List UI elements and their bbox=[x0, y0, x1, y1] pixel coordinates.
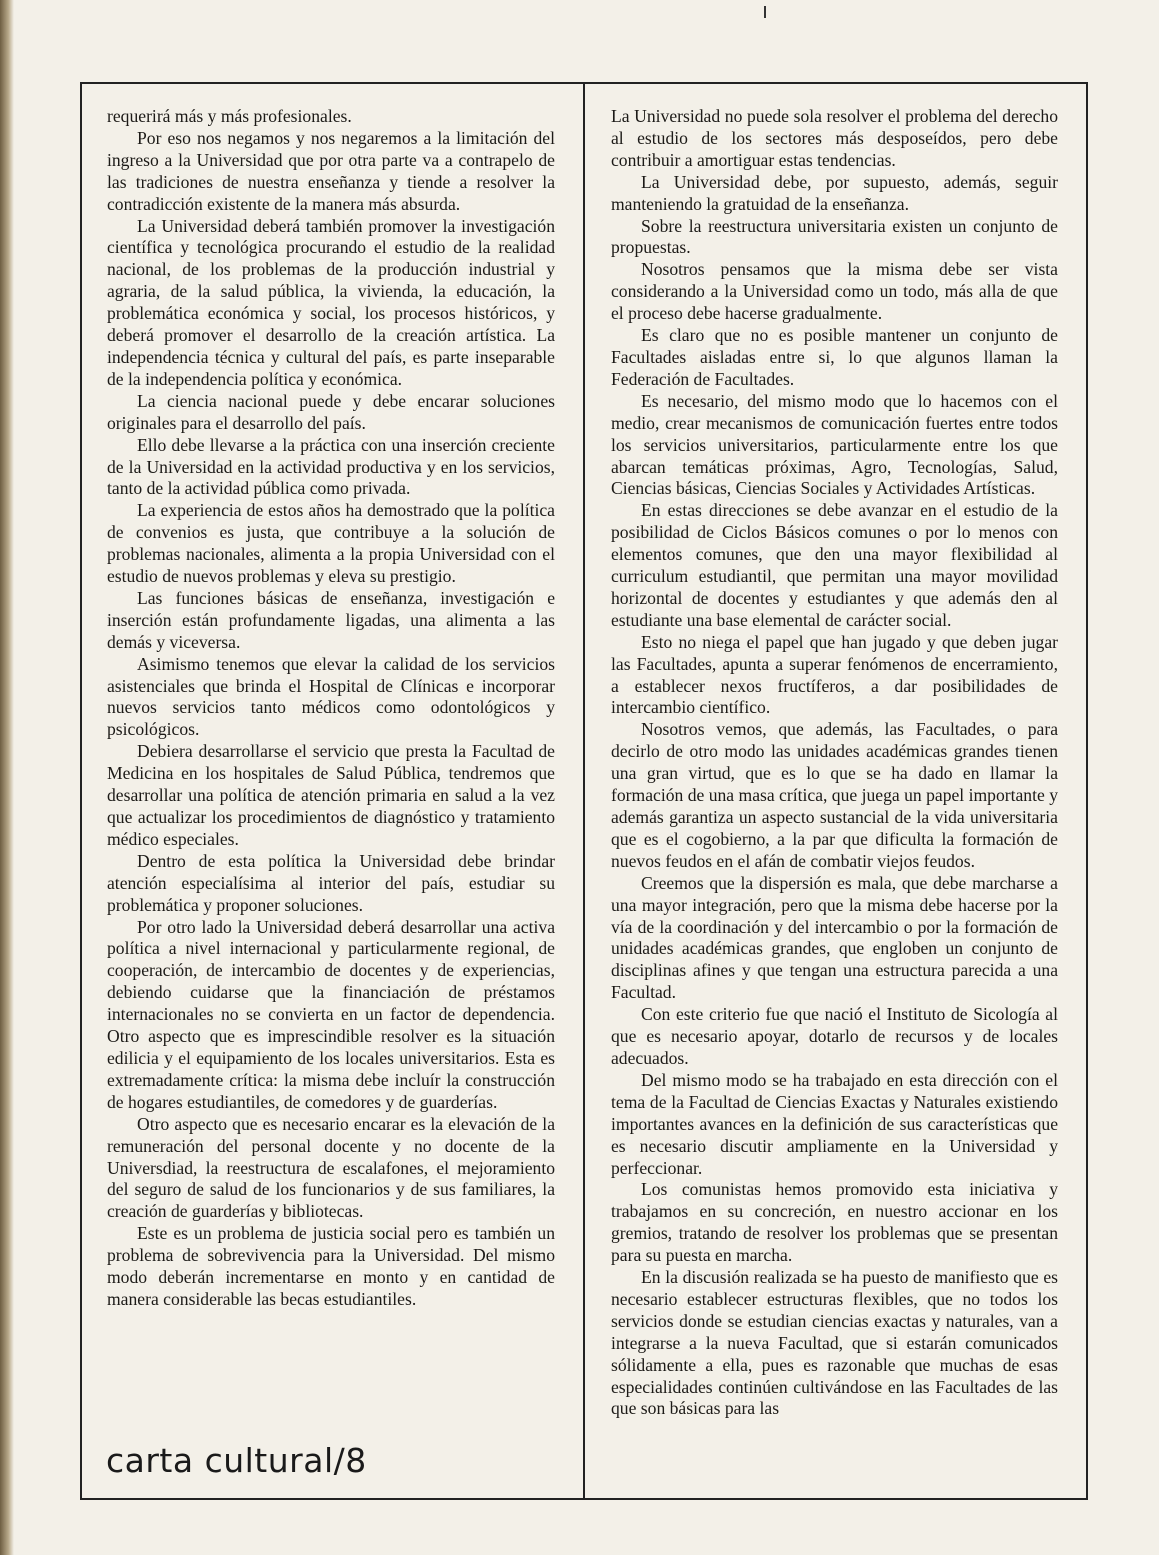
paragraph: Otro aspecto que es necesario encarar es la elevación de la remuneración del personal docente y no docente de la Universdiad, la reestructura de escalafones, el mejoramiento del seguro de salud de los funcionarios y de sus familiares, la creación de guarderías y bibliotecas. bbox=[107, 1113, 555, 1222]
paragraph: La ciencia nacional puede y debe encarar soluciones originales para el desarrollo del país. bbox=[107, 390, 555, 433]
paragraph: Ello debe llevarse a la práctica con una inserción creciente de la Universidad en la actividad productiva y en los servicios, tanto de la actividad pública como privada. bbox=[107, 434, 555, 499]
paragraph: Las funciones básicas de enseñanza, investigación e inserción están profundamente ligadas, una alimenta a las demás y viceversa. bbox=[107, 587, 555, 652]
left-column bbox=[107, 106, 555, 1311]
paragraph: Esto no niega el papel que han jugado y que deben jugar las Facultades, apunta a superar fenómenos de encerramiento, a establecer nexos fructíferos, a dar posibilidades de intercambio científico. bbox=[611, 631, 1058, 718]
paragraph: En la discusión realizada se ha puesto de manifiesto que es necesario establecer estructuras flexibles, que no todos los servicios donde se estudian ciencias exactas y naturales, van a integrarse a la nueva Facultad, que si estarán comunicados sólidamente a ella, pues es razonable que muchas de esas especialidades continúen cultivándose en las Facultades de las que son básicas para las bbox=[611, 1267, 1058, 1419]
paragraph: Del mismo modo se ha trabajado en esta dirección con el tema de la Facultad de Ciencias Exactas y Naturales existiendo importantes avances en la definición de sus características que es necesario discutir ampliamente en la Universidad y perfeccionar. bbox=[611, 1069, 1058, 1178]
paragraph: En estas direcciones se debe avanzar en el estudio de la posibilidad de Ciclos Básicos comunes o por lo menos con elementos comunes, que den una mayor flexibilidad al curriculum estudiantil, que permitan una mayor movilidad horizontal de docentes y estudiantes y que además den al estudiante una base elemental de carácter social. bbox=[611, 500, 1058, 630]
paragraph: Debiera desarrollarse el servicio que presta la Facultad de Medicina en los hospitales de Salud Pública, tendremos que desarrollar una política de atención primaria en salud a la vez que actualizar los procedimientos de diagnóstico y tratamiento médico especiales. bbox=[107, 741, 555, 849]
page-edge-shadow bbox=[0, 0, 14, 1555]
paragraph: La Universidad debe, por supuesto, además, seguir manteniendo la gratuidad de la enseñanza. bbox=[611, 171, 1058, 214]
page-footer: carta cultural/8 bbox=[106, 1441, 367, 1480]
paragraph: Los comunistas hemos promovido esta iniciativa y trabajamos en su concreción, en nuestro accionar en los gremios, tratando de resolver los problemas que se presentan para su puesta en marcha. bbox=[611, 1179, 1058, 1266]
paragraph: La Universidad deberá también promover la investigación científica y tecnológica procurando el estudio de la realidad nacional, de los problemas de la producción industrial y agraria, de la salud pública, la vivienda, la educación, la problemática económica y social, los procesos históricos, y deberá promover el desarrollo de la creación artística. La independencia técnica y cultural del país, es parte inseparable de la independencia política y económica. bbox=[107, 215, 555, 389]
paragraph: Es necesario, del mismo modo que lo hacemos con el medio, crear mecanismos de comunicación fuertes entre todos los servicios universitarios, particularmente entre los que abarcan temáticas próximas, Agro, Tecnologías, Salud, Ciencias básicas, Ciencias Sociales y Actividades Artísticas. bbox=[611, 390, 1058, 499]
paragraph: La experiencia de estos años ha demostrado que la política de convenios es justa, que contribuye a la solución de problemas nacionales, alimenta a la propia Universidad con el estudio de nuevos problemas y eleva su prestigio. bbox=[107, 500, 555, 587]
paragraph: Creemos que la dispersión es mala, que debe marcharse a una mayor integración, pero que la misma debe hacerse por la vía de la coordinación y del intercambio o por la formación de unidades académicas grandes, que engloben un conjunto de disciplinas afines y que tengan una estructura parecida a una Facultad. bbox=[611, 872, 1058, 1003]
paragraph: Por otro lado la Universidad deberá desarrollar una activa política a nivel internacional y particularmente regional, de cooperación, de intercambio de docentes y de experiencias, debiendo cuidarse que la financiación de préstamos internacionales no se convierta en un factor de dependencia. Otro aspecto que es imprescindible resolver es la situación edilicia y el equipamiento de los locales universitarios. Esta es extremadamente crítica: la misma debe incluír la construcción de hogares estudiantiles, de comedores y de guarderías. bbox=[107, 916, 555, 1112]
column-divider bbox=[583, 82, 585, 1500]
paragraph: Dentro de esta política la Universidad debe brindar atención especialísima al interior del país, estudiar su problemática y proponer soluciones. bbox=[107, 850, 555, 915]
paragraph: Nosotros pensamos que la misma debe ser vista considerando a la Universidad como un todo, más alla de que el proceso debe hacerse gradualmente. bbox=[611, 259, 1058, 324]
paragraph: La Universidad no puede sola resolver el problema del derecho al estudio de los sectores más desposeídos, pero debe contribuir a amortiguar estas tendencias. bbox=[611, 106, 1058, 170]
right-column bbox=[611, 106, 1058, 1420]
paragraph: Es claro que no es posible mantener un conjunto de Facultades aisladas entre si, lo que algunos llaman la Federación de Facultades. bbox=[611, 325, 1058, 389]
paragraph: Nosotros vemos, que además, las Facultades, o para decirlo de otro modo las unidades académicas grandes tienen una gran virtud, que es lo que se ha dado en llamar la formación de una masa crítica, que juega un papel importante y además garantiza un aspecto sustancial de la vida universitaria que es el cogobierno, a la par que dificulta la formación de nuevos feudos en el afán de combatir viejos feudos. bbox=[611, 719, 1058, 871]
paragraph: Sobre la reestructura universitaria existen un conjunto de propuestas. bbox=[611, 215, 1058, 258]
paragraph: requerirá más y más profesionales. bbox=[107, 106, 352, 126]
paragraph: Asimismo tenemos que elevar la calidad de los servicios asistenciales que brinda el Hospital de Clínicas e incorporar nuevos servicios tanto médicos como odontológicos y psicológicos. bbox=[107, 653, 555, 740]
paragraph: Con este criterio fue que nació el Instituto de Sicología al que es necesario apoyar, dotarlo de recursos y de locales adecuados. bbox=[611, 1004, 1058, 1068]
paragraph: Este es un problema de justicia social pero es también un problema de sobrevivencia para la Universidad. Del mismo modo deberán incrementarse en monto y en cantidad de manera considerable las becas estudiantiles. bbox=[107, 1223, 555, 1309]
paragraph: Por eso nos negamos y nos negaremos a la limitación del ingreso a la Universidad que por otra parte va a contrapelo de las tradiciones de nuestra enseñanza y tiende a resolver la contradicción existente de la manera más absurda. bbox=[107, 127, 555, 214]
registration-mark bbox=[764, 6, 766, 18]
